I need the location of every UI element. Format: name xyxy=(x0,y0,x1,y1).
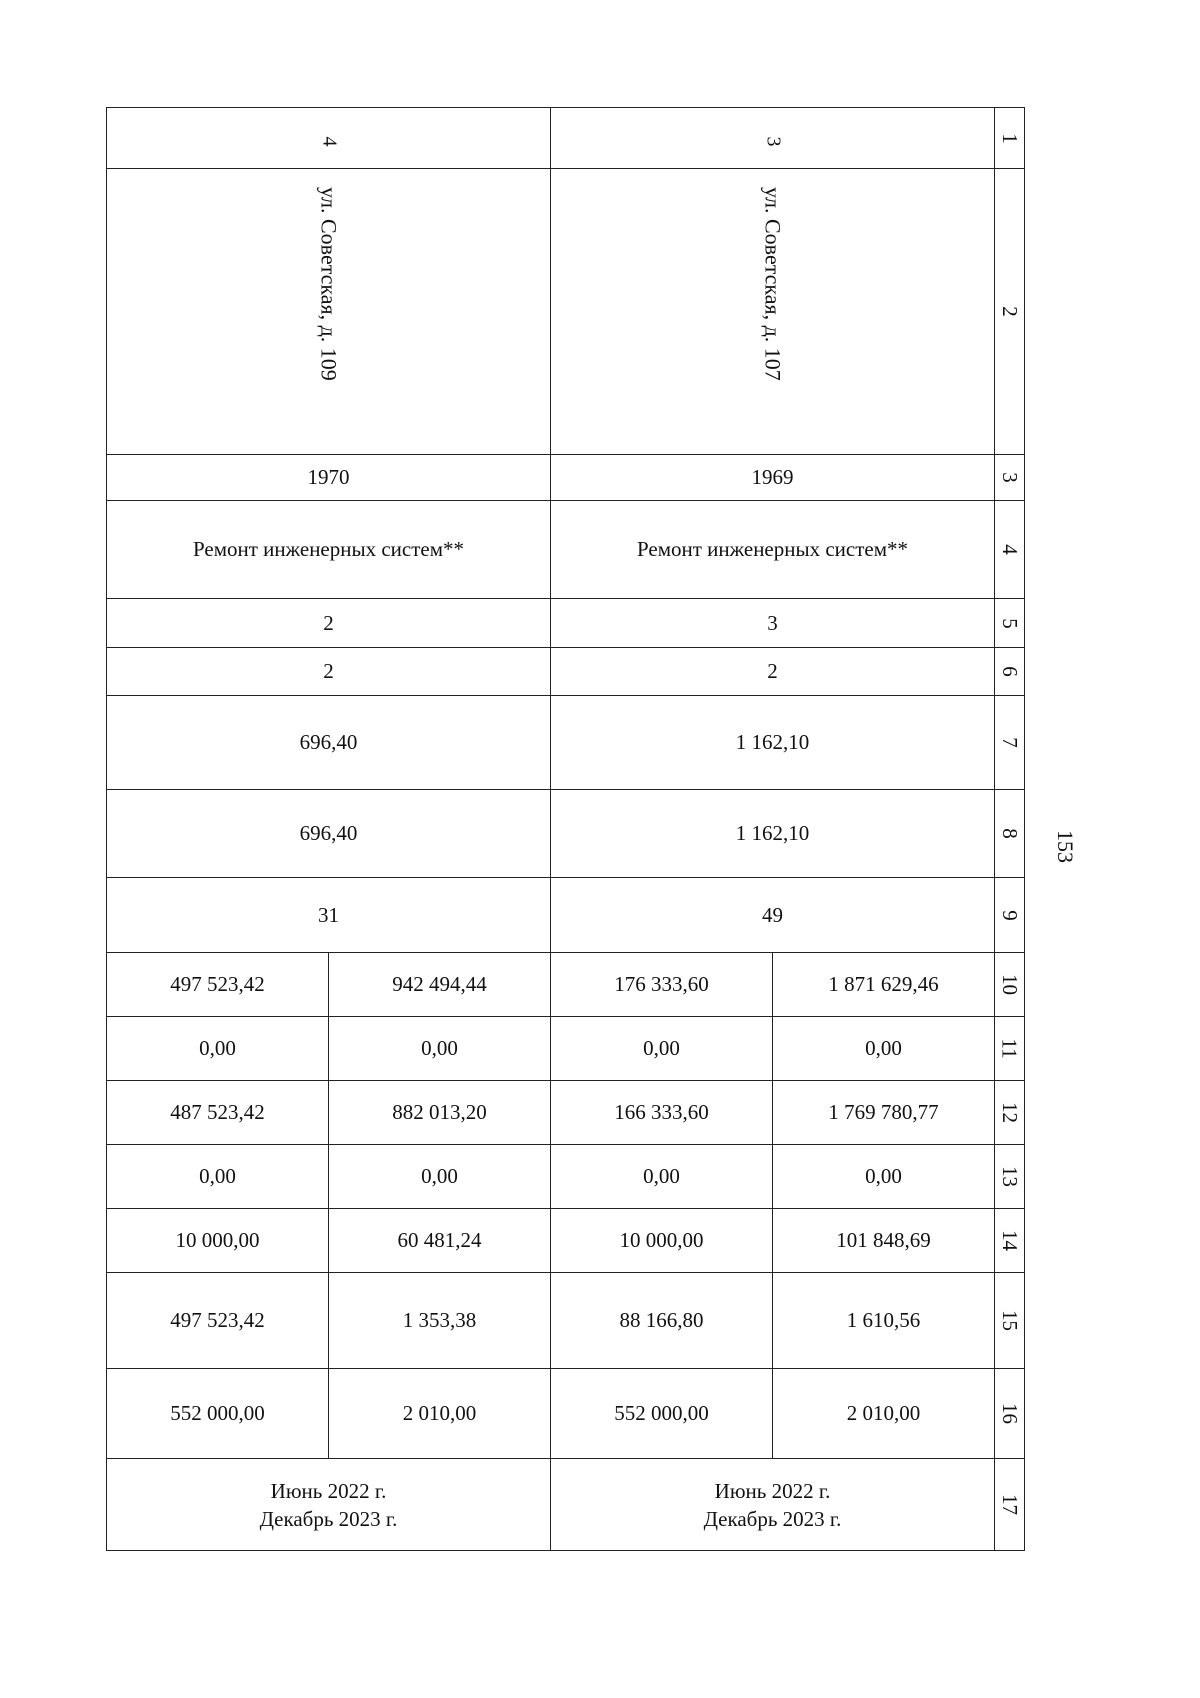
year-cell: 1970 xyxy=(107,455,551,501)
row-number: 3 xyxy=(995,455,1025,501)
row-number: 12 xyxy=(995,1081,1025,1145)
row-number: 17 xyxy=(995,1459,1025,1551)
cost-cell: 101 848,69 xyxy=(773,1209,995,1273)
cost-cell: 0,00 xyxy=(551,1145,773,1209)
table-row xyxy=(107,1081,1025,1145)
table-row xyxy=(107,169,1025,455)
row-number: 2 xyxy=(995,169,1025,455)
capital-repair-table xyxy=(106,107,1025,1551)
cost-cell: 166 333,60 xyxy=(551,1081,773,1145)
work-type-cell: Ремонт инженерных систем** xyxy=(551,501,995,599)
cost-cell: 10 000,00 xyxy=(107,1209,329,1273)
table-row xyxy=(107,953,1025,1017)
living-area-cell: 1 162,10 xyxy=(551,790,995,878)
address-cell: ул. Советская, д. 109 xyxy=(107,169,551,455)
object-number-cell: 4 xyxy=(107,108,551,169)
row-number: 4 xyxy=(995,501,1025,599)
row-number: 16 xyxy=(995,1369,1025,1459)
table-row xyxy=(107,455,1025,501)
cost-cell: 552 000,00 xyxy=(107,1369,329,1459)
living-area-cell: 696,40 xyxy=(107,790,551,878)
total-area-cell: 1 162,10 xyxy=(551,696,995,790)
end-date: Декабрь 2023 г. xyxy=(259,1506,398,1531)
floors-cell: 3 xyxy=(551,599,995,648)
cost-cell: 1 610,56 xyxy=(773,1273,995,1369)
cost-cell: 0,00 xyxy=(551,1017,773,1081)
cost-cell: 2 010,00 xyxy=(773,1369,995,1459)
cost-cell: 0,00 xyxy=(107,1145,329,1209)
table-row xyxy=(107,696,1025,790)
table-row xyxy=(107,501,1025,599)
cost-cell: 1 769 780,77 xyxy=(773,1081,995,1145)
cost-cell: 552 000,00 xyxy=(551,1369,773,1459)
address-cell: ул. Советская, д. 107 xyxy=(551,169,995,455)
work-type-cell: Ремонт инженерных систем** xyxy=(107,501,551,599)
cost-cell: 88 166,80 xyxy=(551,1273,773,1369)
row-number: 14 xyxy=(995,1209,1025,1273)
cost-cell: 176 333,60 xyxy=(551,953,773,1017)
year-cell: 1969 xyxy=(551,455,995,501)
row-number: 7 xyxy=(995,696,1025,790)
start-date: Июнь 2022 г. xyxy=(714,1478,831,1503)
row-number: 5 xyxy=(995,599,1025,648)
object-number-cell: 3 xyxy=(551,108,995,169)
cost-cell: 1 871 629,46 xyxy=(773,953,995,1017)
table-row xyxy=(107,108,1025,169)
table-row xyxy=(107,1369,1025,1459)
table-row xyxy=(107,648,1025,696)
cost-cell: 0,00 xyxy=(329,1145,551,1209)
row-number: 10 xyxy=(995,953,1025,1017)
entrances-cell: 2 xyxy=(107,648,551,696)
cost-cell: 487 523,42 xyxy=(107,1081,329,1145)
table-row xyxy=(107,599,1025,648)
cost-cell: 2 010,00 xyxy=(329,1369,551,1459)
cost-cell: 10 000,00 xyxy=(551,1209,773,1273)
residents-cell: 49 xyxy=(551,878,995,953)
table-row xyxy=(107,1273,1025,1369)
table-row xyxy=(107,1017,1025,1081)
row-number: 9 xyxy=(995,878,1025,953)
row-number: 13 xyxy=(995,1145,1025,1209)
table-row xyxy=(107,878,1025,953)
cost-cell: 882 013,20 xyxy=(329,1081,551,1145)
table-row xyxy=(107,1209,1025,1273)
floors-cell: 2 xyxy=(107,599,551,648)
cost-cell: 60 481,24 xyxy=(329,1209,551,1273)
cost-cell: 1 353,38 xyxy=(329,1273,551,1369)
table-row xyxy=(107,790,1025,878)
schedule-cell xyxy=(107,1459,551,1551)
cost-cell: 497 523,42 xyxy=(107,1273,329,1369)
table-row xyxy=(107,1145,1025,1209)
cost-cell: 497 523,42 xyxy=(107,953,329,1017)
cost-cell: 0,00 xyxy=(329,1017,551,1081)
row-number: 1 xyxy=(995,108,1025,169)
cost-cell: 0,00 xyxy=(107,1017,329,1081)
entrances-cell: 2 xyxy=(551,648,995,696)
row-number: 15 xyxy=(995,1273,1025,1369)
total-area-cell: 696,40 xyxy=(107,696,551,790)
cost-cell: 942 494,44 xyxy=(329,953,551,1017)
residents-cell: 31 xyxy=(107,878,551,953)
row-number: 11 xyxy=(995,1017,1025,1081)
row-number: 6 xyxy=(995,648,1025,696)
table-row xyxy=(107,1459,1025,1551)
schedule-cell xyxy=(551,1459,995,1551)
cost-cell: 0,00 xyxy=(773,1145,995,1209)
cost-cell: 0,00 xyxy=(773,1017,995,1081)
row-number: 8 xyxy=(995,790,1025,878)
page-number: 153 xyxy=(1053,830,1078,863)
start-date: Июнь 2022 г. xyxy=(270,1478,387,1503)
end-date: Декабрь 2023 г. xyxy=(703,1506,842,1531)
